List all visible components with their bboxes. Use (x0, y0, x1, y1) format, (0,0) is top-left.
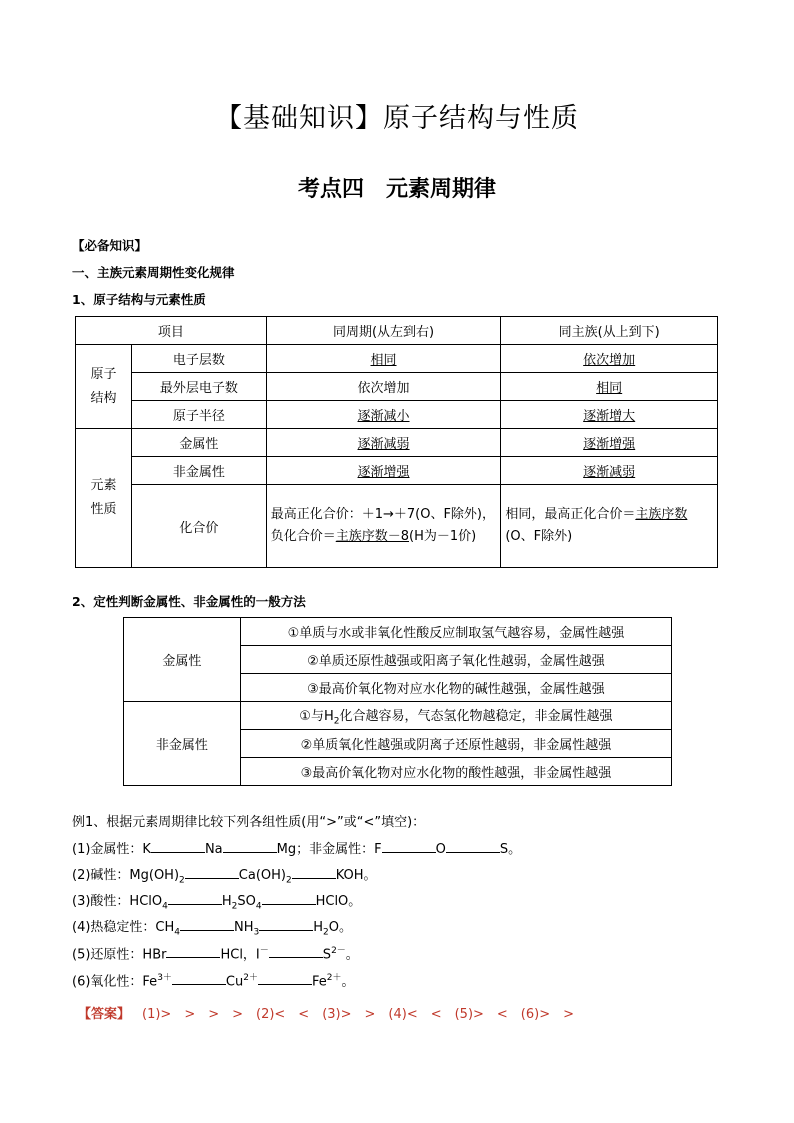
group-text: 逐渐增大 (583, 409, 636, 424)
table-row (124, 702, 672, 730)
subscript: 4 (162, 901, 168, 912)
line-text: NH (234, 920, 254, 935)
atomic-structure-table (75, 316, 718, 568)
group-text: 依次增加 (583, 353, 636, 368)
page-subtitle: 考点四 元素周期律 (297, 177, 496, 202)
row-name: 化合价 (131, 485, 266, 568)
table-row (124, 618, 672, 646)
line-text: (2)碱性：Mg(OH) (72, 868, 180, 883)
answer-text: (1)> > > > (2)< < (3)> > (4)< < (5)> < (6)> > (142, 1007, 574, 1022)
line-text: Cu (225, 974, 244, 990)
period-text: 逐渐减弱 (357, 437, 410, 452)
group-text: 逐渐减弱 (583, 465, 636, 480)
group-value (501, 457, 718, 485)
period-value (266, 401, 501, 429)
period-text: 依次增加 (357, 381, 410, 396)
example-line-3 (72, 890, 361, 912)
subscript: 2 (323, 927, 329, 938)
answer-blank[interactable] (258, 972, 312, 985)
subscript: 2 (231, 901, 238, 912)
period-text: 相同 (370, 353, 397, 368)
nonmetal-rule-1-c: 化合越容易，气态氢化物越稳定，非金属性越强 (339, 708, 613, 724)
period-value (266, 345, 501, 373)
line-text: Fe (311, 974, 327, 990)
group-value (501, 401, 718, 429)
period-value (266, 429, 501, 457)
subscript: 4 (255, 901, 262, 912)
subscript: 3 (253, 927, 260, 938)
valence-negative-note: (H为－1价) (409, 529, 477, 544)
line-text: (4)热稳定性：CH (72, 920, 175, 935)
example-line-5 (72, 943, 359, 962)
superscript: 2＋ (243, 973, 258, 983)
answer-blank[interactable] (223, 840, 277, 853)
line-text: SO (237, 894, 256, 909)
subscript: 2 (179, 875, 185, 886)
answer-blank[interactable] (446, 840, 500, 853)
example-line-2 (72, 864, 377, 886)
nonmetal-rule-3: ③最高价氧化物对应水化物的酸性越强，非金属性越强 (240, 758, 671, 786)
period-text: 逐渐减小 (357, 409, 410, 424)
row-name: 电子层数 (131, 345, 266, 373)
page-title: 【基础知识】原子结构与性质 (215, 103, 579, 134)
subscript: 2 (285, 875, 292, 886)
table-row (76, 485, 718, 568)
table-row (76, 401, 718, 429)
header-group: 同主族(从上到下) (501, 317, 718, 345)
bibei-heading: 【必备知识】 (72, 238, 148, 253)
group-label: 原子结构 (90, 366, 117, 406)
line-text: S (322, 947, 332, 963)
table-row (76, 373, 718, 401)
metal-rule-1: ①单质与水或非氧化性酸反应制取氢气越容易，金属性越强 (240, 618, 671, 646)
line-text: (6)氧化性：Fe (72, 974, 158, 990)
table-row (76, 429, 718, 457)
group-value (501, 429, 718, 457)
answer-blank[interactable] (262, 892, 316, 905)
line-text: HClO。 (315, 894, 362, 909)
group-text: 相同 (596, 381, 623, 396)
metal-rule-3: ③最高价氧化物对应水化物的碱性越强，金属性越强 (240, 674, 671, 702)
line-text: KOH。 (335, 868, 377, 883)
group-valence-b: 主族序数 (635, 507, 688, 522)
metal-label: 金属性 (124, 618, 241, 702)
answer-blank[interactable] (180, 918, 234, 931)
nonmetal-rule-2: ②单质氧化性越强或阴离子还原性越弱，非金属性越强 (240, 730, 671, 758)
valence-negative-label: 负化合价＝ (270, 529, 336, 544)
line-text: 。 (345, 947, 359, 963)
valence-positive: 最高正化合价：＋1→＋7(O、F除外)， (270, 507, 496, 522)
table-row (76, 457, 718, 485)
subscript: 4 (174, 927, 181, 938)
group-atomic-structure (76, 345, 132, 429)
line-text: (1)金属性：K (72, 842, 151, 857)
superscript: － (259, 946, 269, 956)
answer-blank[interactable] (269, 945, 323, 958)
line-text: O (435, 842, 446, 857)
superscript: 2－ (331, 946, 346, 956)
group-value (501, 373, 718, 401)
table-row (76, 317, 718, 345)
period-value (266, 457, 501, 485)
row-name: 金属性 (131, 429, 266, 457)
metal-rule-2: ②单质还原性越强或阳离子氧化性越弱，金属性越强 (240, 646, 671, 674)
section2-heading: 2、定性判断金属性、非金属性的一般方法 (72, 594, 306, 609)
group-value (501, 345, 718, 373)
header-period: 同周期(从左到右) (266, 317, 501, 345)
superscript: 3＋ (157, 973, 172, 983)
row-name: 最外层电子数 (131, 373, 266, 401)
answer-blank[interactable] (259, 918, 313, 931)
group-label: 元素性质 (90, 478, 117, 517)
nonmetal-rule-1 (240, 702, 671, 730)
group-valence-c: (O、F除外) (505, 529, 573, 544)
group-element-properties (76, 429, 132, 568)
line-text: Na (204, 842, 223, 857)
answer-blank[interactable] (185, 866, 239, 879)
nonmetal-rule-1-sub: 2 (333, 716, 340, 727)
line-text: H (221, 894, 232, 909)
group-valence-a: 相同，最高正化合价＝ (505, 507, 636, 522)
table-row (76, 345, 718, 373)
example-intro: 例1、根据元素周期律比较下列各组性质(用“>”或“<”填空)： (72, 815, 426, 830)
line-text: S。 (499, 842, 522, 857)
line-text: O。 (328, 920, 352, 935)
line-text: HCl，I (220, 947, 260, 963)
answer-blank[interactable] (168, 892, 222, 905)
row-name: 原子半径 (131, 401, 266, 429)
valence-negative-value: 主族序数－8 (335, 529, 410, 544)
row-name: 非金属性 (131, 457, 266, 485)
judgment-method-table (123, 617, 672, 786)
line-text: Mg；非金属性：F (276, 842, 382, 857)
nonmetal-rule-1-a: ①与H (299, 708, 334, 724)
nonmetal-label: 非金属性 (124, 702, 241, 786)
line-text: (5)还原性：HBr (72, 947, 167, 963)
answer-blank[interactable] (172, 972, 226, 985)
answer-blank[interactable] (166, 945, 220, 958)
example-line-6 (72, 970, 355, 989)
group-text: 逐渐增强 (583, 437, 636, 452)
answer-label: 【答案】 (78, 1007, 131, 1022)
example-line-4 (72, 916, 352, 938)
period-value (266, 373, 501, 401)
line-text: (3)酸性：HClO (72, 894, 163, 909)
period-text: 逐渐增强 (357, 465, 410, 480)
answer-blank[interactable] (382, 840, 436, 853)
line-text: Ca(OH) (238, 868, 286, 883)
superscript: 2＋ (326, 973, 342, 983)
section1-heading: 一、主族元素周期性变化规律 (72, 265, 235, 280)
answer-blank[interactable] (292, 866, 336, 879)
line-text: 。 (341, 974, 355, 990)
group-valence (501, 485, 718, 568)
example-line-1 (72, 838, 521, 857)
answer-blank[interactable] (151, 840, 205, 853)
section1-1-heading: 1、原子结构与元素性质 (72, 292, 206, 307)
header-item: 项目 (76, 317, 267, 345)
period-valence (266, 485, 501, 568)
line-text: H (313, 920, 324, 935)
answer-line (78, 1003, 574, 1022)
